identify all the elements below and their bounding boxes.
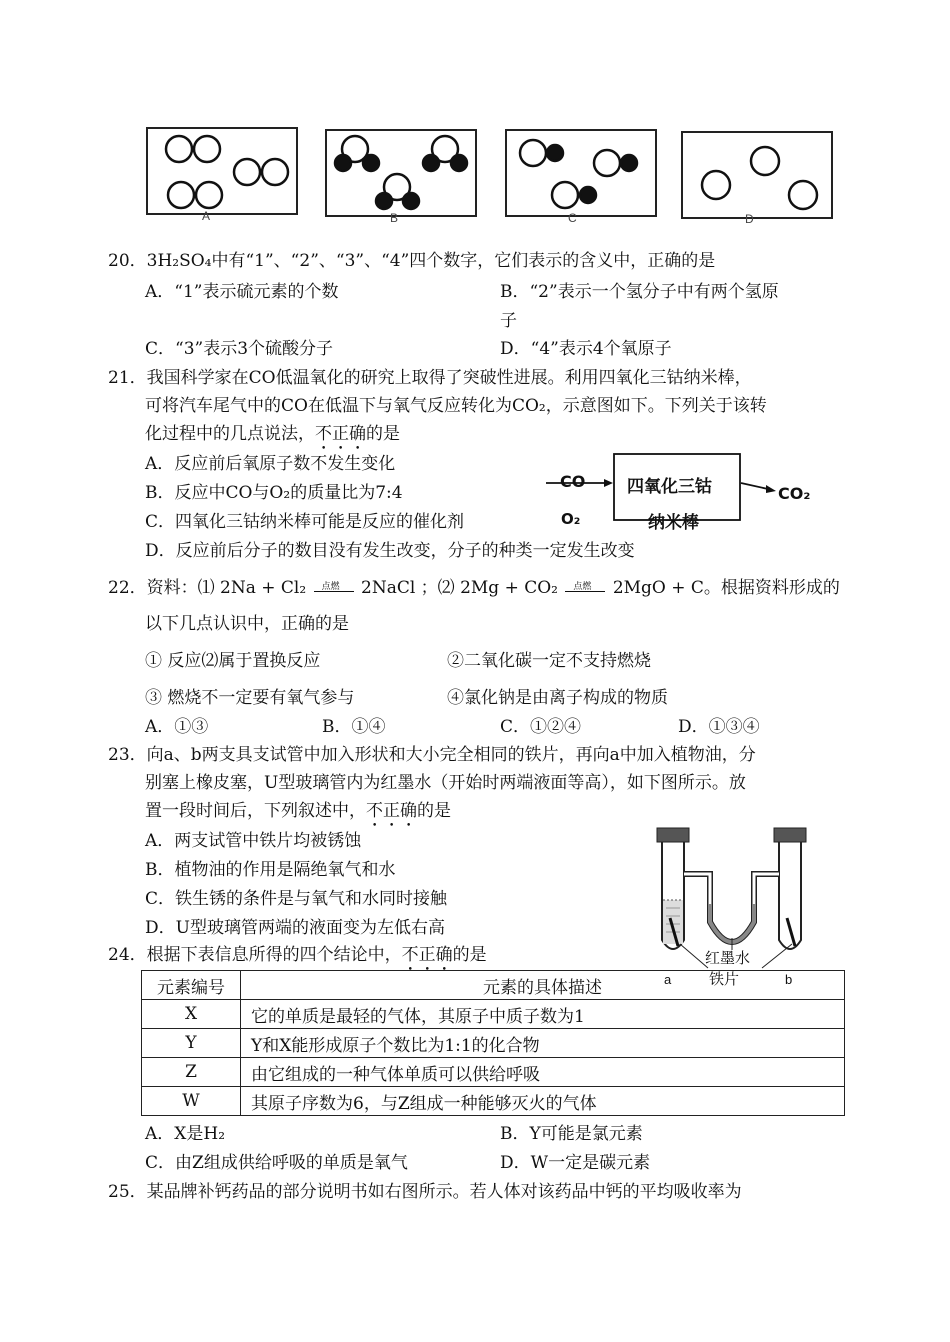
q21-input-o2: O₂ [561, 510, 581, 528]
particle-diagram-c [507, 131, 655, 215]
table-row: Y Y和X能形成原子个数比为1:1的化合物 [142, 1029, 845, 1058]
q24-stem: 24．根据下表信息所得的四个结论中，不正确的是 [108, 945, 487, 965]
q21-stem-line1: 21．我国科学家在CO低温氧化的研究上取得了突破性进展。利用四氧化三钴纳米棒， [108, 368, 752, 388]
q22-arrow-2: 点燃 [563, 579, 607, 599]
q23-option-b: B．植物油的作用是隔绝氧气和水 [145, 860, 396, 880]
q20-option-b: B．“2”表示一个氢分子中有两个氢原 [500, 282, 779, 302]
q23-option-a: A．两支试管中铁片均被锈蚀 [145, 831, 362, 851]
q23-option-c: C．铁生锈的条件是与氧气和水同时接触 [145, 889, 448, 909]
q21-option-b: B．反应中CO与O₂的质量比为7:4 [145, 483, 403, 503]
diagram-box-b [325, 129, 477, 217]
table-header-desc: 元素的具体描述 [241, 971, 845, 1000]
table-row: W 其原子序数为6，与Z组成一种能够灭火的气体 [142, 1087, 845, 1116]
diagram-label-d: D [745, 212, 754, 226]
q21-stem-line2: 可将汽车尾气中的CO在低温下与氧气反应转化为CO₂，示意图如下。下列关于该转 [145, 396, 767, 416]
q22-stem-line2: 以下几点认识中，正确的是 [145, 614, 349, 634]
q20-stem: 20．3H₂SO₄中有“1”、“2”、“3”、“4”四个数字，它们表示的含义中，正确的是 [108, 251, 716, 271]
q23-option-d: D．U型玻璃管两端的液面变为左低右高 [145, 918, 445, 938]
q21-output-co2: CO₂ [778, 484, 811, 503]
q23-label-red-ink: 红墨水 [705, 950, 751, 967]
q21-option-a: A．反应前后氧原子数不发生变化 [145, 454, 396, 474]
q21-option-c: C．四氧化三钴纳米棒可能是反应的催化剂 [145, 512, 465, 532]
table-row: Z 由它组成的一种气体单质可以供给呼吸 [142, 1058, 845, 1087]
q24-option-c: C．由Z组成供给呼吸的单质是氧气 [145, 1153, 408, 1173]
q20-option-b-cont: 子 [500, 311, 517, 331]
q23-stem-line3: 置一段时间后，下列叙述中，不正确的是 [145, 801, 451, 821]
q22-statement-4: ④氯化钠是由离子构成的物质 [447, 688, 668, 708]
q20-option-d: D．“4”表示4个氧原子 [500, 339, 672, 359]
particle-diagram-d [683, 133, 831, 217]
q22-option-b: B．①④ [322, 717, 386, 737]
q21-input-co: CO [560, 472, 586, 491]
q22-arrow-1: 点燃 [312, 579, 356, 599]
q22-stem-line1: 22．资料：⑴ 2Na + Cl₂ 点燃 2NaCl ；⑵ 2Mg + CO₂ 点燃 2MgO + C。根据资料形成的 [108, 578, 840, 598]
q25-stem: 25．某品牌补钙药品的部分说明书如右图所示。若人体对该药品中钙的平均吸收率为 [108, 1182, 742, 1202]
diagram-box-c [505, 129, 657, 217]
table-row: X 它的单质是最轻的气体，其原子中质子数为1 [142, 1000, 845, 1029]
diagram-label-a: A [202, 209, 211, 223]
particle-diagram-a [148, 129, 296, 213]
diagram-box-d [681, 131, 833, 219]
q22-statement-3: ③ 燃烧不一定要有氧气参与 [145, 688, 355, 708]
table-header-id: 元素编号 [142, 971, 241, 1000]
q22-option-a: A．①③ [145, 717, 209, 737]
q24-option-a: A．X是H₂ [145, 1124, 226, 1144]
diagram-box-a [146, 127, 298, 215]
diagram-label-c: C [568, 211, 577, 225]
q22-option-c: C．①②④ [500, 717, 582, 737]
q24-emphasis: 不正确 [401, 945, 453, 965]
q20-option-c: C．“3”表示3个硫酸分子 [145, 339, 334, 359]
q23-label-tube-a: a [664, 972, 672, 987]
q24-element-table [141, 970, 845, 1116]
q22-option-d: D．①③④ [678, 717, 760, 737]
q23-emphasis: 不正确 [366, 801, 417, 821]
q23-label-iron: 铁片 [709, 968, 739, 989]
q23-stem-line1: 23．向a、b两支具支试管中加入形状和大小完全相同的铁片，再向a中加入植物油，分 [108, 745, 756, 765]
q23-label-tube-b: b [785, 972, 793, 987]
q22-statement-2: ②二氧化碳一定不支持燃烧 [447, 651, 651, 671]
q20-option-a: A．“1”表示硫元素的个数 [145, 282, 339, 302]
particle-diagram-b [327, 131, 475, 215]
q24-option-d: D．W一定是碳元素 [500, 1153, 651, 1173]
q21-emphasis: 不正确 [315, 424, 366, 444]
q21-option-d: D．反应前后分子的数目没有发生改变，分子的种类一定发生改变 [145, 541, 635, 561]
table-header-row [142, 971, 845, 1000]
q21-stem-line3: 化过程中的几点说法，不正确的是 [145, 424, 400, 444]
q24-option-b: B．Y可能是氯元素 [500, 1124, 643, 1144]
q21-box-line2: 纳米棒 [648, 513, 699, 533]
q23-stem-line2: 别塞上橡皮塞，U型玻璃管内为红墨水（开始时两端液面等高），如下图所示。放 [145, 773, 746, 793]
q22-statement-1: ① 反应⑵属于置换反应 [145, 651, 321, 671]
q21-box-line1: 四氧化三钴 [627, 477, 712, 497]
diagram-label-b: B [390, 211, 399, 225]
